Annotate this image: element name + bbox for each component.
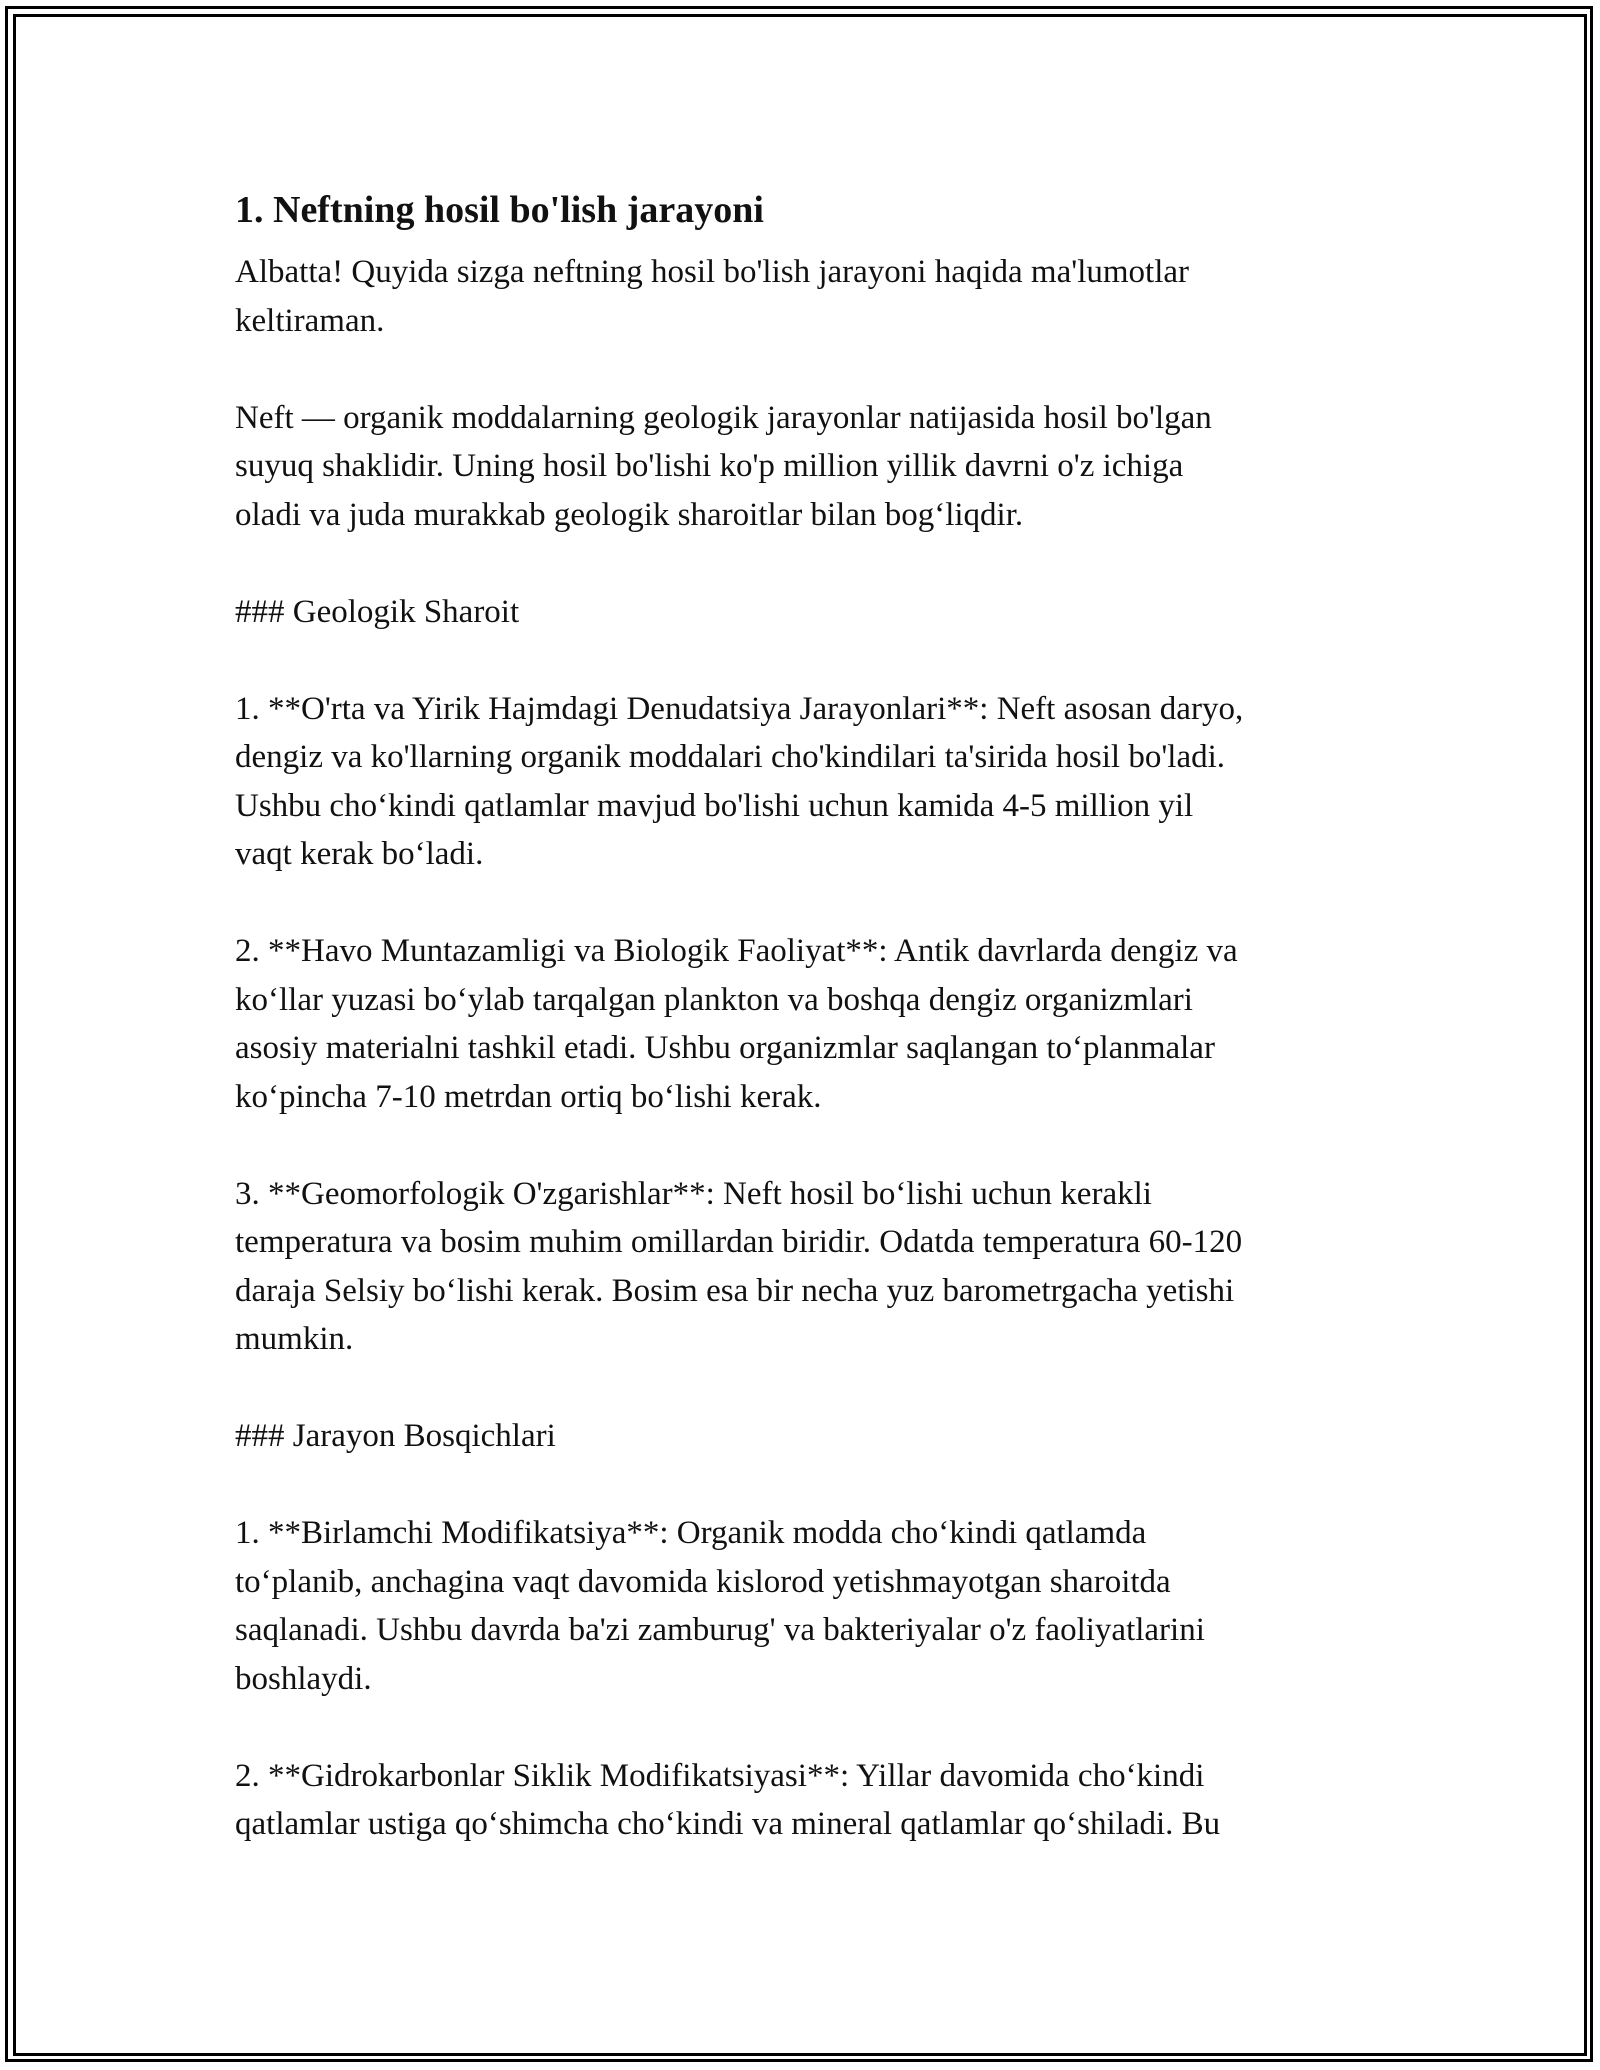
document-title: 1. Neftning hosil bo'lish jarayoni — [235, 189, 764, 231]
intro-paragraph: Albatta! Quyida sizga neftning hosil bo'lish jarayoni haqida ma'lumotlar keltiraman. — [235, 254, 1190, 339]
list-item-birlamchi-modifikatsiya: 1. **Birlamchi Modifikatsiya**: Organik modda cho‘kindi qatlamda to‘planib, anchagina vaqt davomida kislorod yetishmayotgan sharoitda saqlanadi. Ushbu davrda ba'zi zamburug' va bakteriyalar o'z faoliyatlarini boshlaydi. — [235, 1515, 1205, 1697]
definition-paragraph: Neft — organik moddalarning geologik jarayonlar natijasida hosil bo'lgan suyuq shaklidir. Uning hosil bo'lishi ko'p million yillik davrni o'z ichiga oladi va juda murakkab geologik sharoitlar bilan bog‘liqdir. — [235, 399, 1212, 533]
list-item-denudatsiya: 1. **O'rta va Yirik Hajmdagi Denudatsiya Jarayonlari**: Neft asosan daryo, dengiz va ko'llarning organik moddalari cho'kindilari ta'sirida hosil bo'ladi. Ushbu cho‘kindi qatlamlar mavjud bo'lishi uchun kamida 4-5 million yil vaqt kerak bo‘ladi. — [235, 690, 1244, 872]
list-item-gidrokarbonlar: 2. **Gidrokarbonlar Siklik Modifikatsiyasi**: Yillar davomida cho‘kindi qatlamlar ustiga qo‘shimcha cho‘kindi va mineral qatlamlar qo‘shiladi. Bu — [235, 1757, 1221, 1842]
list-item-biologik-faoliyat: 2. **Havo Muntazamligi va Biologik Faoliyat**: Antik davrlarda dengiz va ko‘llar yuzasi bo‘ylab tarqalgan plankton va boshqa dengiz organizmlari asosiy materialni tashkil etadi. Ushbu organizmlar saqlangan to‘planmalar ko‘pincha 7-10 metrdan ortiq bo‘lishi kerak. — [235, 933, 1238, 1115]
section-heading-geologik-sharoit: ### Geologik Sharoit — [235, 593, 520, 630]
list-item-geomorfologik: 3. **Geomorfologik O'zgarishlar**: Neft hosil bo‘lishi uchun kerakli temperatura va bosim muhim omillardan biridir. Odatda temperatura 60-120 daraja Selsiy bo‘lishi kerak. Bosim esa bir necha yuz barometrgacha yetishi mumkin. — [235, 1175, 1243, 1357]
section-heading-jarayon-bosqichlari: ### Jarayon Bosqichlari — [235, 1418, 556, 1454]
document-body — [235, 186, 1370, 1897]
